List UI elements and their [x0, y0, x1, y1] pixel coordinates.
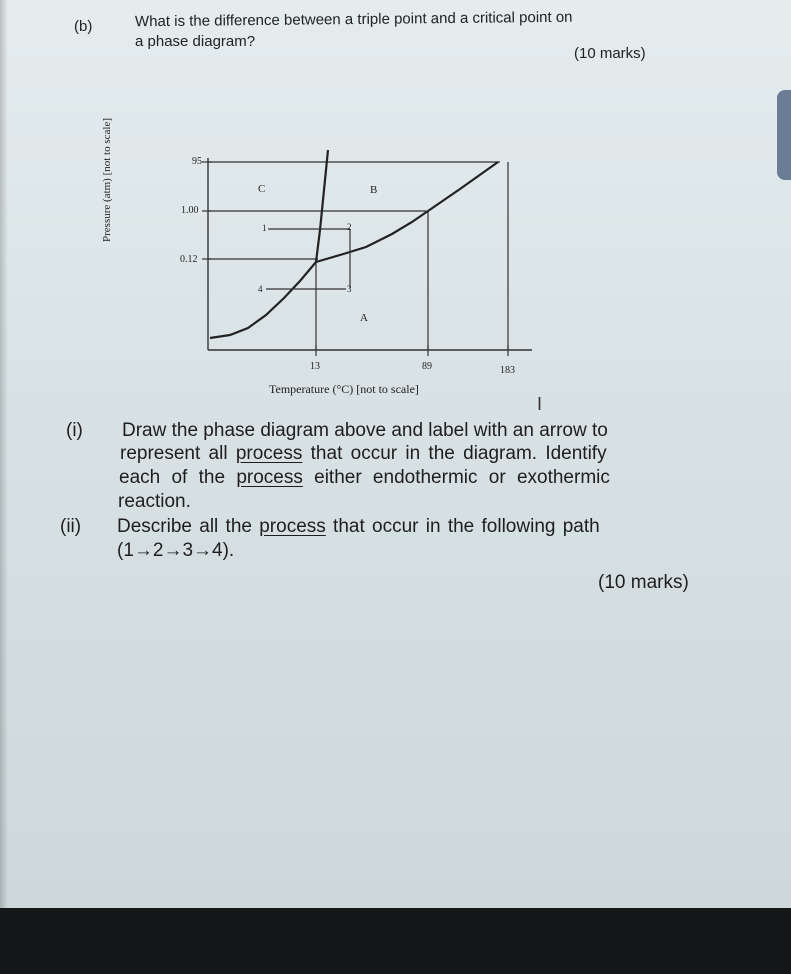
sublimation-curve — [210, 262, 316, 338]
part-ii-line2: (1→2→3→4). — [117, 540, 235, 561]
x-tick-89: 89 — [422, 361, 432, 372]
region-b-label: B — [370, 184, 378, 196]
vaporization-curve — [316, 162, 498, 262]
part-i-line4: reaction. — [118, 491, 191, 512]
part-b-marks: (10 marks) — [574, 45, 646, 62]
process-word: process — [259, 516, 326, 537]
fusion-curve — [316, 150, 328, 262]
point-1-label: 1 — [262, 223, 267, 233]
part-ii-label: (ii) — [60, 516, 82, 537]
x-tick-13: 13 — [310, 361, 320, 372]
process-word: process — [235, 443, 303, 464]
part-b-question-line2: a phase diagram? — [135, 33, 256, 50]
part-i-line2: represent all process that occur in the diagram. Identify — [120, 443, 607, 464]
region-c-label: C — [258, 183, 266, 195]
point-3-label: 3 — [347, 284, 352, 294]
background-surface — [0, 908, 791, 974]
point-4-label: 4 — [258, 284, 263, 294]
part-i-line3: each of the process either endothermic or exothermic — [119, 467, 610, 488]
part-i-line1: Draw the phase diagram above and label with an arrow to — [122, 420, 608, 441]
part-b-label: (b) — [74, 18, 93, 35]
part-ii-marks: (10 marks) — [598, 572, 689, 593]
stray-pen-mark: I — [537, 394, 543, 414]
y-tick-95: 95 — [192, 156, 202, 167]
phase-diagram — [0, 0, 791, 420]
y-axis-label: Pressure (atm) [not to scale] — [100, 117, 113, 242]
y-tick-012: 0.12 — [180, 254, 198, 265]
part-b-question-line1: What is the difference between a triple point and a critical point on — [134, 8, 573, 31]
x-axis-label: Temperature (°C) [not to scale] — [269, 382, 419, 396]
y-tick-1: 1.00 — [181, 205, 199, 216]
part-i-label: (i) — [66, 420, 83, 441]
x-tick-183: 183 — [500, 365, 515, 376]
region-a-label: A — [360, 312, 368, 324]
process-word: process — [236, 467, 303, 488]
part-ii-line1: Describe all the process that occur in the following path — [117, 516, 600, 537]
point-2-label: 2 — [347, 222, 352, 232]
